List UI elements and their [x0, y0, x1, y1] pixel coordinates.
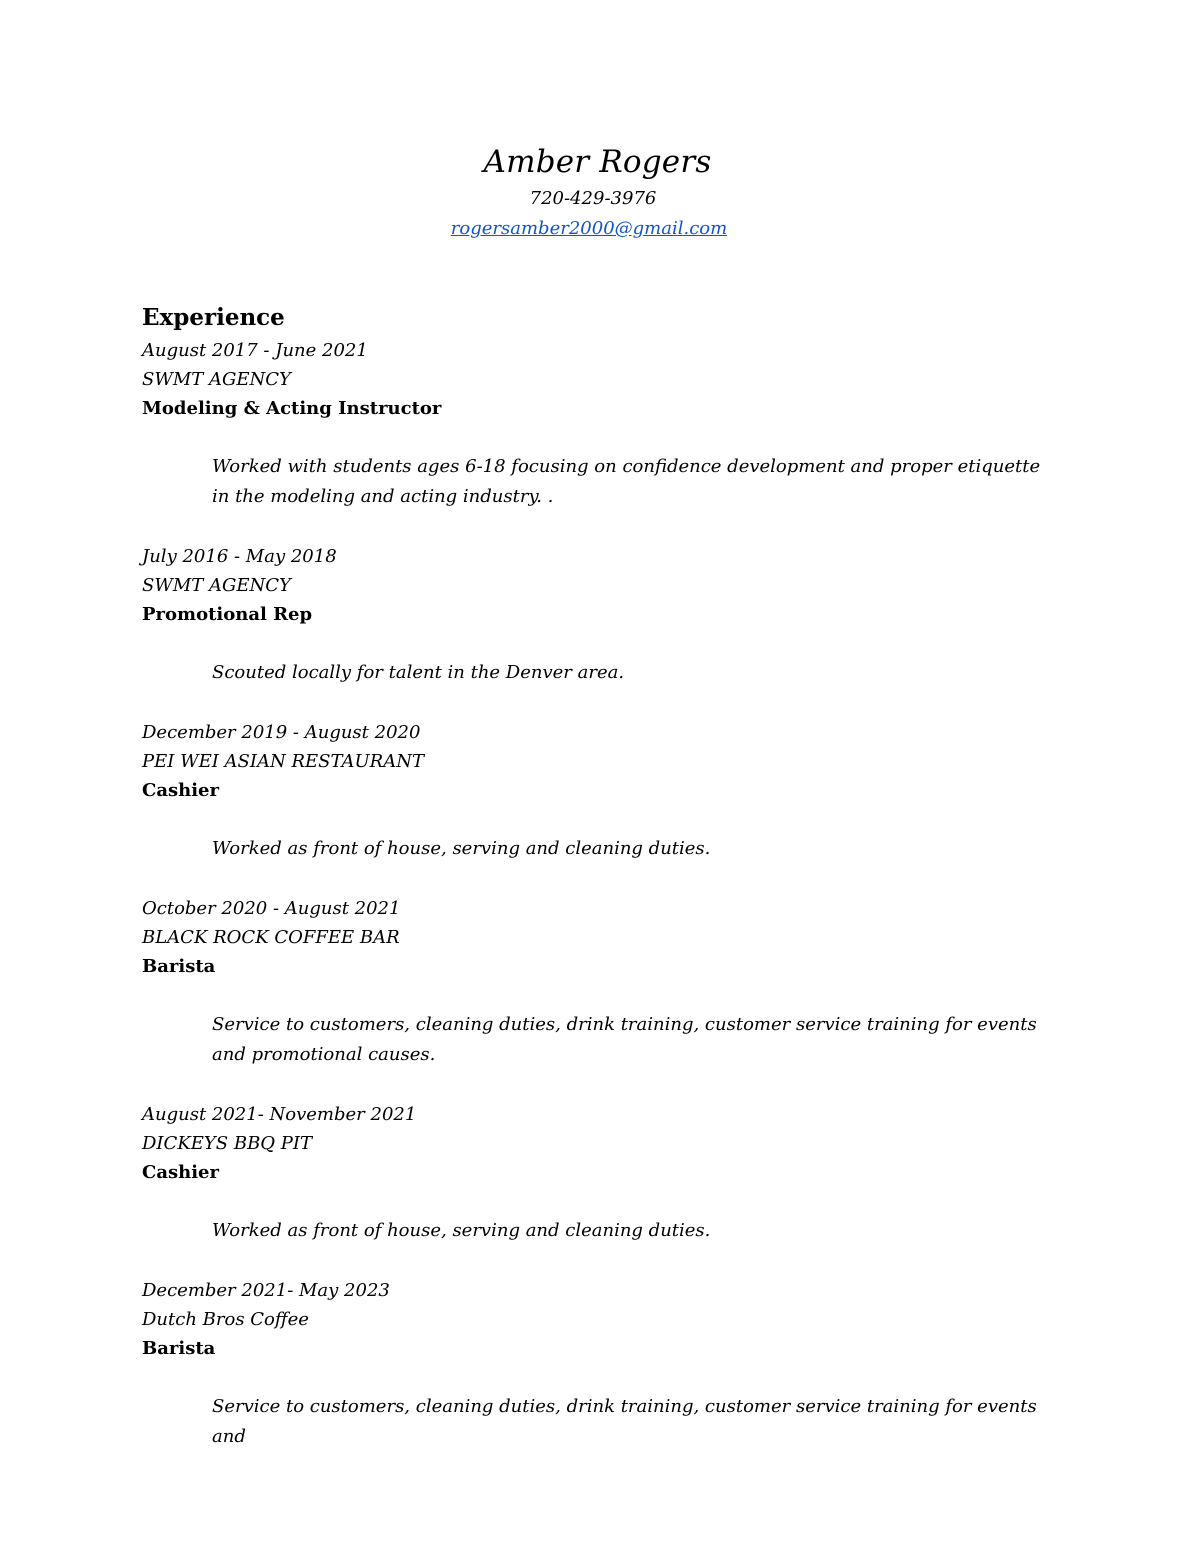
applicant-name: Amber Rogers — [483, 144, 712, 180]
job-title: Cashier — [142, 780, 219, 801]
job-title: Cashier — [142, 1162, 219, 1183]
phone-number: 720-429-3976 — [529, 188, 657, 209]
job-dates: December 2021- May 2023 — [142, 1280, 390, 1301]
job-title: Promotional Rep — [142, 604, 313, 625]
job-title: Barista — [142, 956, 216, 977]
job-title: Barista — [142, 1338, 216, 1359]
job-dates: August 2017 - June 2021 — [142, 340, 368, 361]
experience-heading: Experience — [142, 304, 285, 331]
job-company: DICKEYS BBQ PIT — [142, 1133, 312, 1154]
job-entry — [142, 1100, 1062, 1246]
job-description: Service to customers, cleaning duties, drink training, customer service training for events and — [212, 1396, 1037, 1447]
job-description: Service to customers, cleaning duties, drink training, customer service training for events and promotional causes. — [212, 1014, 1037, 1065]
job-entry — [142, 336, 1062, 512]
job-description: Worked with students ages 6-18 focusing on confidence development and proper etiquette in the modeling and acting industry. . — [212, 456, 1041, 507]
job-entry — [142, 718, 1062, 864]
job-dates: August 2021- November 2021 — [142, 1104, 417, 1125]
job-entry — [142, 542, 1062, 688]
job-description: Scouted locally for talent in the Denver area. — [212, 662, 625, 683]
job-title: Modeling & Acting Instructor — [142, 398, 442, 419]
job-description: Worked as front of house, serving and cleaning duties. — [212, 1220, 711, 1241]
job-company: Dutch Bros Coffee — [142, 1309, 309, 1330]
job-entry — [142, 1276, 1062, 1452]
job-dates: October 2020 - August 2021 — [142, 898, 401, 919]
job-company: PEI WEI ASIAN RESTAURANT — [142, 751, 424, 772]
job-dates: December 2019 - August 2020 — [142, 722, 421, 743]
resume-header — [0, 140, 1200, 244]
job-entry — [142, 894, 1062, 1070]
job-company: BLACK ROCK COFFEE BAR — [142, 927, 400, 948]
job-company: SWMT AGENCY — [142, 369, 291, 390]
job-dates: July 2016 - May 2018 — [142, 546, 337, 567]
experience-list — [142, 336, 1062, 1482]
job-company: SWMT AGENCY — [142, 575, 291, 596]
email-link[interactable]: rogersamber2000@gmail.com — [450, 218, 728, 239]
job-description: Worked as front of house, serving and cleaning duties. — [212, 838, 711, 859]
